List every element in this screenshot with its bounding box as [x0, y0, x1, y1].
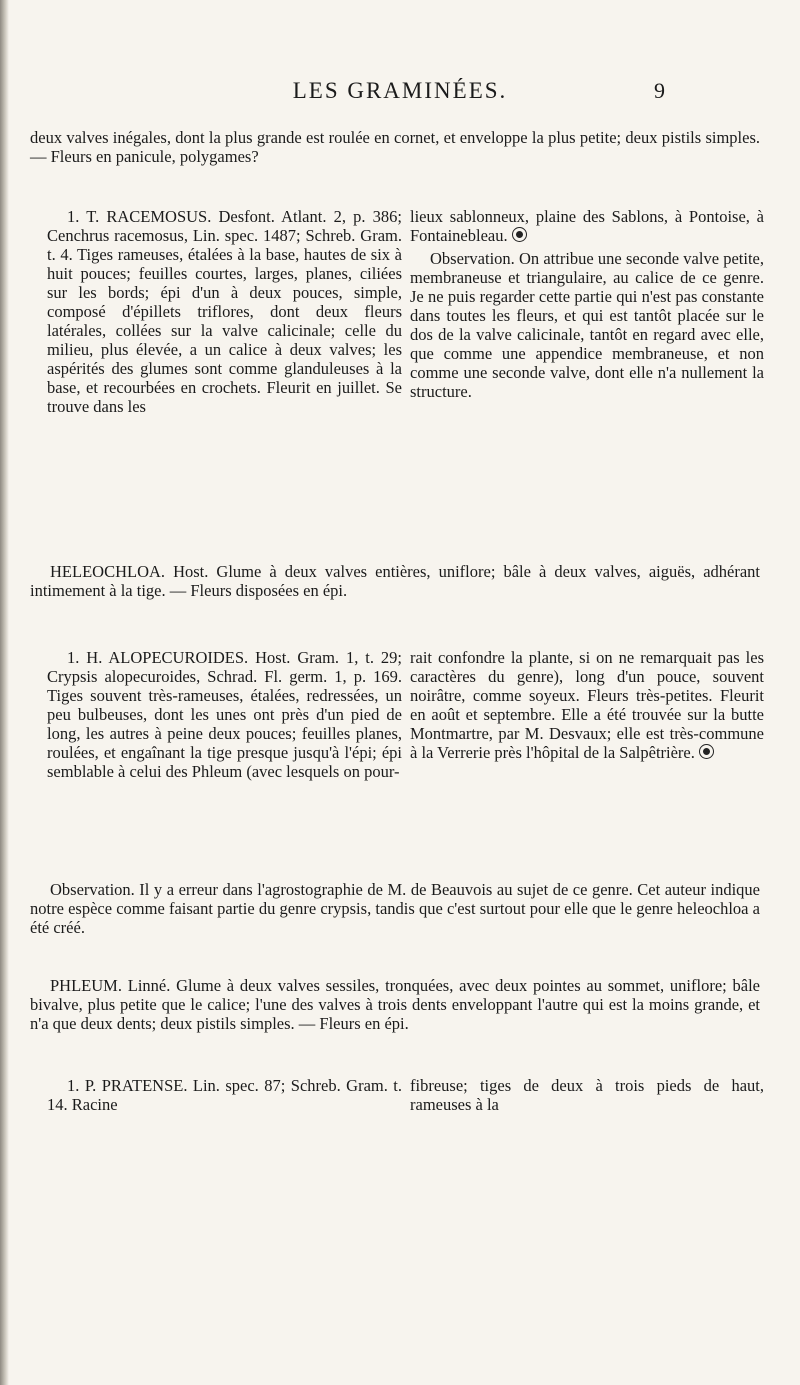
heleochloa-genus-description: HELEOCHLOA. Host. Glume à deux valves entières, uniflore; bâle à deux valves, aiguës, adhérant intimement à la tige. — Fleurs disposées en épi.: [30, 562, 760, 600]
heleochloa-observation: Observation. Il y a erreur dans l'agrostographie de M. de Beauvois au sujet de ce genre. Cet auteur indique notre espèce comme faisant partie du genre crypsis, tandis que c'est surtout pour elle que le genre heleochloa a été créé.: [30, 880, 760, 937]
p-pratense-right-column: fibreuse; tiges de deux à trois pieds de haut, rameuses à la: [410, 1076, 764, 1114]
fleuron-icon: [699, 744, 714, 759]
page-number: 9: [654, 78, 665, 103]
h-alopecuroides-left-column: 1. H. ALOPECUROIDES. Host. Gram. 1, t. 29; Crypsis alopecuroides, Schrad. Fl. germ. 1, p. 169. Tiges souvent très-rameuses, étalées, redressées, un peu bulbeuses, dont les unes ont près d'un pied de long, les autres à peine deux pouces; feuilles planes, roulées, et engaînant la tige presque jusqu'à l'épi; épi semblable à celui des Phleum (avec lesquels on pour-: [47, 648, 402, 781]
t-racemosus-habitat: lieux sablonneux, plaine des Sablons, à Pontoise, à Fontainebleau.: [410, 207, 764, 245]
p-pratense-left-column: 1. P. PRATENSE. Lin. spec. 87; Schreb. Gram. t. 14. Racine: [47, 1076, 402, 1114]
t-racemosus-right-column: [410, 207, 764, 401]
h-alopecuroides-right-column: rait confondre la plante, si on ne remarquait pas les caractères du genre), long d'un pouce, souvent noirâtre, comme soyeux. Fleurs très-petites. Fleurit en août et septembre. Elle a été trouvée sur la butte Montmartre, par M. Desvaux; elle est très-commune à la Verrerie près l'hôpital de la Salpêtrière.: [410, 648, 764, 762]
page-header: [0, 78, 800, 108]
phleum-genus-description: PHLEUM. Linné. Glume à deux valves sessiles, tronquées, avec deux pointes au sommet, uniflore; bâle bivalve, plus petite que le calice; l'une des valves à trois dents enveloppant l'autre qui est la moins grande, et n'a que deux dents; deux pistils simples. — Fleurs en épi.: [30, 976, 760, 1033]
t-racemosus-left-column: 1. T. RACEMOSUS. Desfont. Atlant. 2, p. 386; Cenchrus racemosus, Lin. spec. 1487; Schreb. Gram. t. 4. Tiges rameuses, étalées à la base, hautes de six à huit pouces; feuilles courtes, larges, planes, ciliées sur les bords; épi d'un à deux pouces, simple, composé d'épillets triflores, dont deux fleurs latérales, collées sur la valve calicinale; celle du milieu, plus élevée, a un calice à deux valves; les aspérités des glumes sont comme glanduleuses à la base, et recourbées en crochets. Fleurit en juillet. Se trouve dans les: [47, 207, 402, 416]
t-racemosus-observation: Observation. On attribue une seconde valve petite, membraneuse et triangulaire, au calice de ce genre. Je ne puis regarder cette partie qui n'est pas constante dans toutes les fleurs, et qui est tantôt placée sur le dos de la valve calicinale, tantôt en regard avec elle, que comme une appendice membraneuse, et non comme une seconde valve, dont elle n'a nullement la structure.: [410, 249, 764, 401]
page-binding-edge: [0, 0, 9, 1385]
fleuron-icon: [512, 227, 527, 242]
running-title: LES GRAMINÉES.: [292, 78, 508, 103]
intro-paragraph: deux valves inégales, dont la plus grande est roulée en cornet, et enveloppe la plus petite; deux pistils simples. — Fleurs en panicule, polygames?: [30, 128, 760, 166]
